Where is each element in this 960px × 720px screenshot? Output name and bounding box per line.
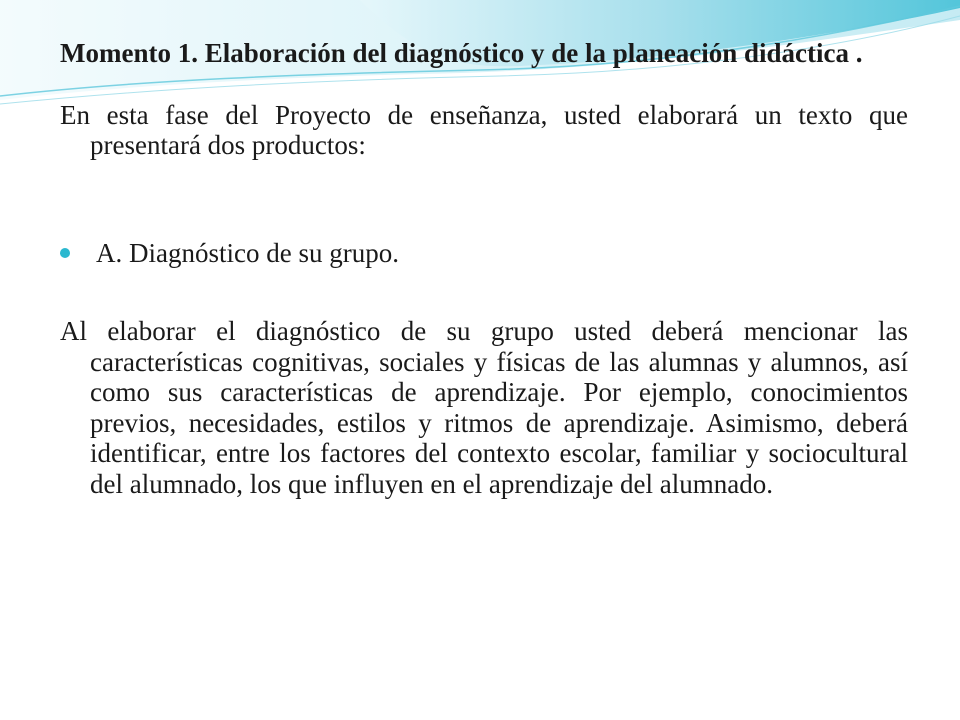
bullet-dot-icon bbox=[60, 248, 70, 258]
intro-paragraph: En esta fase del Proyecto de enseñanza, usted elaborará un texto que presentará dos productos: bbox=[60, 100, 908, 160]
slide-content bbox=[60, 38, 908, 499]
bullet-item-label: A. Diagnóstico de su grupo. bbox=[96, 238, 399, 268]
body-paragraph: Al elaborar el diagnóstico de su grupo usted deberá mencionar las características cognitivas, sociales y físicas de las alumnas y alumnos, así como sus características de aprendizaje. Por ejemplo, conocimientos previos, necesidades, estilos y ritmos de aprendizaje. Asimismo, deberá identificar, entre los factores del contexto escolar, familiar y sociocultural del alumnado, los que influyen en el aprendizaje del alumnado. bbox=[60, 316, 908, 499]
slide-title: Momento 1. Elaboración del diagnóstico y de la planeación didáctica . bbox=[60, 38, 863, 68]
bullet-list-item bbox=[60, 238, 908, 268]
